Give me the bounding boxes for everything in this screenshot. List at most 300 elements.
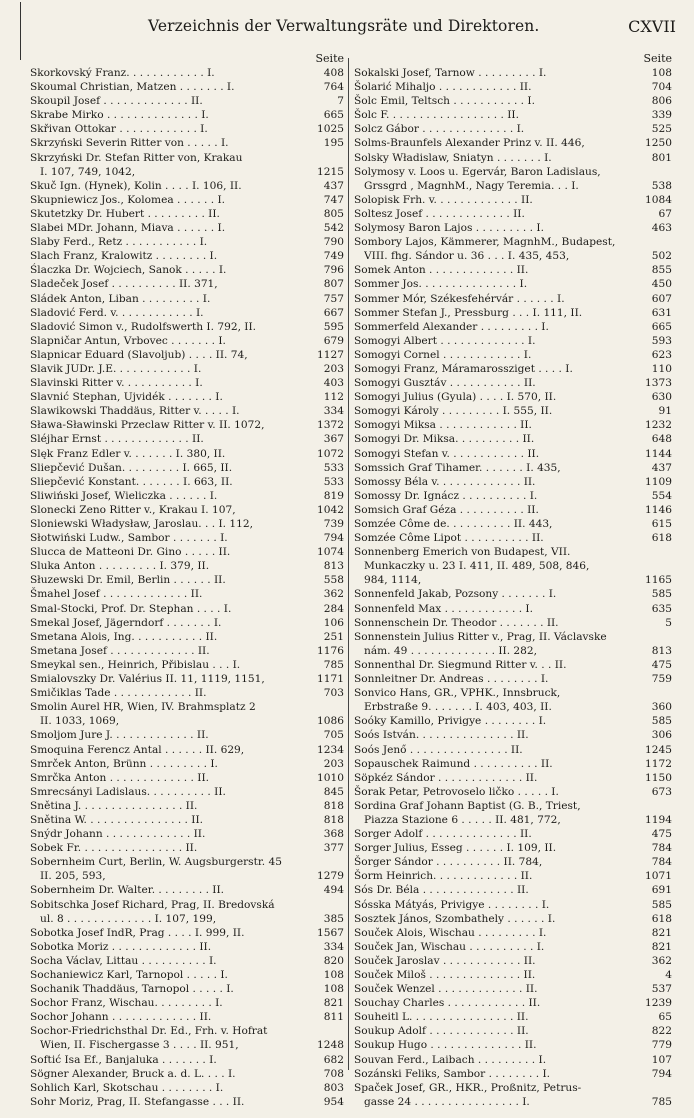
entry-text: Sonnenstein Julius Ritter v., Prag, II. Václavske bbox=[354, 630, 607, 643]
entry-page: 533 bbox=[323, 475, 344, 488]
entry-page: 1074 bbox=[317, 546, 344, 559]
entry-page: 1372 bbox=[317, 419, 344, 432]
entry-text: Somogyi Franz, Máramarossziget . . . . I. bbox=[354, 362, 573, 375]
index-entry bbox=[354, 94, 672, 108]
entry-page: 784 bbox=[651, 856, 672, 869]
entry-line bbox=[30, 531, 344, 545]
index-entry bbox=[30, 66, 344, 80]
entry-line bbox=[30, 221, 344, 235]
entry-text: Šorger Sándor . . . . . . . . . . II. 784, bbox=[354, 856, 543, 869]
index-entry bbox=[30, 968, 344, 982]
entry-text: Somogyi Julius (Gyula) . . . . I. 570, II. bbox=[354, 391, 557, 404]
entry-line bbox=[30, 94, 344, 108]
entry-line bbox=[30, 926, 344, 940]
entry-text: Sokalski Josef, Tarnow . . . . . . . . . I. bbox=[354, 67, 547, 79]
entry-page: 4 bbox=[665, 969, 672, 981]
entry-line bbox=[30, 1024, 344, 1038]
entry-line bbox=[30, 277, 344, 291]
entry-page: 813 bbox=[651, 644, 672, 657]
entry-text: Solymosy Baron Lajos . . . . . . . . . I. bbox=[354, 222, 544, 235]
entry-line bbox=[30, 193, 344, 207]
entry-page: 65 bbox=[658, 1011, 672, 1024]
entry-text: Souček Miloš . . . . . . . . . . . . . . II. bbox=[354, 969, 536, 981]
entry-page: 749 bbox=[323, 250, 344, 263]
index-entry bbox=[354, 940, 672, 954]
entry-line bbox=[30, 686, 344, 700]
index-entry bbox=[354, 672, 672, 686]
entry-text: Söpkéz Sándor . . . . . . . . . . . . . II. bbox=[354, 771, 538, 784]
index-entry bbox=[30, 235, 344, 249]
entry-line bbox=[30, 559, 344, 573]
index-entry bbox=[354, 926, 672, 940]
entry-text: Somogyi Stefan v. . . . . . . . . . . . II. bbox=[354, 447, 540, 460]
entry-text: Skrabe Mirko . . . . . . . . . . . . . . I. bbox=[30, 109, 209, 122]
entry-page: 665 bbox=[323, 109, 344, 122]
entry-page: 630 bbox=[651, 391, 672, 404]
index-entry bbox=[30, 1067, 344, 1081]
entry-line bbox=[354, 616, 672, 630]
entry-continuation-line bbox=[354, 644, 672, 658]
entry-text: I. 107, 749, 1042, bbox=[40, 165, 136, 178]
entry-text: VIII. fhg. Sándor u. 36 . . . I. 435, 453, bbox=[364, 250, 570, 263]
entry-page: 112 bbox=[323, 391, 344, 404]
entry-text: Slabei MDr. Johann, Miava . . . . . . I. bbox=[30, 222, 226, 235]
entry-page: 811 bbox=[323, 1011, 344, 1024]
index-entry bbox=[354, 630, 672, 658]
entry-text: Sobernheim Curt, Berlin, W. Augsburgerstr. 45 bbox=[30, 856, 282, 869]
entry-page: 106 bbox=[323, 616, 344, 629]
entry-line bbox=[354, 277, 672, 291]
index-entry bbox=[30, 136, 344, 150]
entry-text: Souvan Ferd., Laibach . . . . . . . . . I. bbox=[354, 1053, 547, 1066]
entry-line bbox=[30, 757, 344, 771]
index-entry bbox=[30, 658, 344, 672]
index-entry bbox=[30, 362, 344, 376]
entry-page: 108 bbox=[323, 983, 344, 996]
entry-text: Sonnenfeld Jakab, Pozsony . . . . . . . I. bbox=[354, 588, 557, 601]
entry-line bbox=[354, 728, 672, 742]
index-entry bbox=[30, 207, 344, 221]
entry-text: Sordina Graf Johann Baptist (G. B., Triest, bbox=[354, 799, 581, 812]
left-entry-list bbox=[30, 66, 344, 1109]
entry-line bbox=[30, 658, 344, 672]
index-entry bbox=[354, 461, 672, 475]
entry-text: Sochor Franz, Wischau. . . . . . . . . I. bbox=[30, 997, 223, 1010]
index-entry bbox=[30, 348, 344, 362]
entry-line bbox=[354, 771, 672, 785]
entry-text: Sohr Moriz, Prag, II. Stefangasse . . . II. bbox=[30, 1095, 245, 1108]
entry-page: 704 bbox=[651, 81, 672, 94]
entry-page: 450 bbox=[651, 278, 672, 291]
index-entry bbox=[354, 686, 672, 714]
index-entry bbox=[30, 700, 344, 728]
entry-line bbox=[354, 461, 672, 475]
entry-text: Somogyi Miksa . . . . . . . . . . . . II. bbox=[354, 419, 532, 432]
entry-text: Slapnicar Eduard (Slavoljub) . . . . II. 74, bbox=[30, 348, 248, 361]
entry-line bbox=[30, 475, 344, 489]
entry-page: 377 bbox=[323, 842, 344, 855]
index-entry bbox=[30, 898, 344, 926]
entry-line bbox=[354, 447, 672, 461]
entry-text: Sládek Anton, Liban . . . . . . . . . I. bbox=[30, 292, 211, 305]
index-entry bbox=[354, 489, 672, 503]
index-entry bbox=[30, 221, 344, 235]
entry-page: 803 bbox=[323, 1081, 344, 1094]
index-entry bbox=[30, 461, 344, 475]
index-entry bbox=[30, 193, 344, 207]
entry-line bbox=[354, 757, 672, 771]
entry-text: Slęk Franz Edler v. . . . . . . I. 380, II. bbox=[30, 447, 226, 460]
entry-text: Solcz Gábor . . . . . . . . . . . . . . I. bbox=[354, 123, 525, 136]
entry-text: Šolarić Mihaljo . . . . . . . . . . . . II. bbox=[354, 81, 532, 94]
entry-line bbox=[354, 898, 672, 912]
entry-page: 385 bbox=[323, 912, 344, 925]
entry-continuation-line bbox=[30, 1038, 344, 1052]
entry-line bbox=[354, 1038, 672, 1052]
entry-page: 108 bbox=[323, 969, 344, 981]
entry-line bbox=[30, 1081, 344, 1095]
index-entry bbox=[30, 263, 344, 277]
entry-text: Sorger Adolf . . . . . . . . . . . . . . II. bbox=[354, 828, 532, 841]
entry-text: Sléjhar Ernst . . . . . . . . . . . . . II. bbox=[30, 433, 204, 446]
entry-line bbox=[30, 602, 344, 616]
entry-line bbox=[30, 503, 344, 517]
entry-line bbox=[30, 122, 344, 136]
entry-text: Souček Jaroslav . . . . . . . . . . . . II. bbox=[354, 954, 536, 967]
entry-page: 284 bbox=[323, 602, 344, 615]
entry-text: Sladović Ferd. v. . . . . . . . . . . . I. bbox=[30, 306, 204, 319]
entry-text: Somsich Graf Géza . . . . . . . . . . II. bbox=[354, 503, 539, 516]
entry-line bbox=[354, 855, 672, 869]
entry-text: Sobotka Josef IndR, Prag . . . . I. 999, II. bbox=[30, 926, 245, 939]
entry-page: 1084 bbox=[645, 193, 672, 206]
entry-text: Snýdr Johann . . . . . . . . . . . . . II. bbox=[30, 828, 206, 841]
index-entry bbox=[30, 108, 344, 122]
entry-text: Sochaniewicz Karl, Tarnopol . . . . . I. bbox=[30, 969, 228, 981]
entry-line bbox=[354, 827, 672, 841]
entry-text: Smoquina Ferencz Antal . . . . . . II. 629, bbox=[30, 743, 245, 756]
entry-page: 822 bbox=[651, 1025, 672, 1038]
index-entry bbox=[354, 277, 672, 291]
index-entry bbox=[354, 320, 672, 334]
index-entry bbox=[354, 306, 672, 320]
entry-text: Šorak Petar, Petrovoselo ličko . . . . . I. bbox=[354, 785, 559, 798]
entry-text: Sombory Lajos, Kämmerer, MagnhM., Budapest, bbox=[354, 236, 616, 249]
entry-text: Słuzewski Dr. Emil, Berlin . . . . . . II. bbox=[30, 574, 226, 587]
entry-line bbox=[354, 66, 672, 80]
entry-line bbox=[354, 954, 672, 968]
seite-label-left: Seite bbox=[315, 52, 344, 65]
entry-page: 855 bbox=[651, 264, 672, 277]
entry-continuation-line bbox=[30, 869, 344, 883]
index-entry bbox=[354, 80, 672, 94]
entry-page: 542 bbox=[323, 222, 344, 235]
entry-text: Smrčka Anton . . . . . . . . . . . . . II. bbox=[30, 771, 209, 784]
entry-line bbox=[30, 207, 344, 221]
entry-text: nám. 49 . . . . . . . . . . . . . II. 282, bbox=[364, 644, 538, 657]
index-entry bbox=[30, 686, 344, 700]
entry-page: 785 bbox=[651, 1095, 672, 1108]
entry-line bbox=[354, 714, 672, 728]
entry-line bbox=[30, 968, 344, 982]
entry-line bbox=[30, 249, 344, 263]
entry-text: Sladeček Josef . . . . . . . . . . II. 371, bbox=[30, 278, 218, 291]
index-entry bbox=[30, 1024, 344, 1052]
index-entry bbox=[354, 869, 672, 883]
entry-line bbox=[354, 926, 672, 940]
entry-text: Sosztek János, Szombathely . . . . . . I. bbox=[354, 912, 556, 925]
entry-text: Skoupil Josef . . . . . . . . . . . . . II. bbox=[30, 95, 203, 108]
index-entry bbox=[30, 404, 344, 418]
entry-line bbox=[30, 982, 344, 996]
entry-text: Soukup Adolf . . . . . . . . . . . . . II. bbox=[354, 1025, 529, 1038]
entry-text: Slaby Ferd., Retz . . . . . . . . . . . I. bbox=[30, 236, 208, 249]
index-entry bbox=[354, 912, 672, 926]
entry-line bbox=[354, 672, 672, 686]
column-divider bbox=[348, 58, 349, 1070]
entry-line bbox=[354, 207, 672, 221]
entry-page: 367 bbox=[323, 433, 344, 446]
entry-page: 558 bbox=[323, 574, 344, 587]
entry-page: 1150 bbox=[645, 771, 672, 784]
entry-line bbox=[30, 799, 344, 813]
index-entry bbox=[354, 714, 672, 728]
entry-page: 1172 bbox=[645, 757, 672, 770]
entry-text: Sochor-Friedrichsthal Dr. Ed., Frh. v. Hofrat bbox=[30, 1025, 268, 1038]
entry-text: Souchay Charles . . . . . . . . . . . . II. bbox=[354, 997, 541, 1010]
entry-page: 821 bbox=[651, 940, 672, 953]
index-entry bbox=[30, 743, 344, 757]
index-entry bbox=[30, 306, 344, 320]
index-entry bbox=[30, 503, 344, 517]
index-entry bbox=[354, 954, 672, 968]
entry-line bbox=[354, 1067, 672, 1081]
entry-line bbox=[354, 334, 672, 348]
index-entry bbox=[354, 151, 672, 165]
index-entry bbox=[30, 855, 344, 883]
entry-page: 1239 bbox=[645, 997, 672, 1010]
entry-page: 408 bbox=[323, 67, 344, 79]
entry-text: Solopisk Frh. v. . . . . . . . . . . . . II. bbox=[354, 193, 533, 206]
right-entry-list bbox=[354, 66, 672, 1109]
entry-text: Smrecsányi Ladislaus. . . . . . . . . . II. bbox=[30, 785, 226, 798]
entry-line bbox=[30, 841, 344, 855]
entry-line bbox=[30, 432, 344, 446]
index-entry bbox=[354, 771, 672, 785]
index-entry bbox=[354, 503, 672, 517]
entry-page: 673 bbox=[651, 785, 672, 798]
entry-text: Sohlich Karl, Skotschau . . . . . . . . I. bbox=[30, 1081, 224, 1094]
index-entry bbox=[30, 517, 344, 531]
entry-line bbox=[354, 390, 672, 404]
entry-page: 334 bbox=[323, 405, 344, 418]
index-entry bbox=[354, 1067, 672, 1081]
entry-line bbox=[354, 841, 672, 855]
index-entry bbox=[354, 785, 672, 799]
entry-line bbox=[354, 1010, 672, 1024]
entry-page: 954 bbox=[323, 1095, 344, 1108]
index-entry bbox=[30, 531, 344, 545]
entry-page: 203 bbox=[323, 757, 344, 770]
entry-text: Slucca de Matteoni Dr. Gino . . . . . II. bbox=[30, 546, 231, 559]
entry-page: 796 bbox=[323, 264, 344, 277]
entry-line bbox=[30, 996, 344, 1010]
index-entry bbox=[354, 728, 672, 742]
index-entry bbox=[30, 179, 344, 193]
entry-line bbox=[354, 883, 672, 897]
index-entry bbox=[30, 432, 344, 446]
index-entry bbox=[354, 221, 672, 235]
entry-page: 195 bbox=[323, 137, 344, 150]
entry-line bbox=[30, 348, 344, 362]
index-entry bbox=[30, 799, 344, 813]
index-entry bbox=[354, 517, 672, 531]
entry-page: 665 bbox=[651, 320, 672, 333]
entry-line bbox=[354, 348, 672, 362]
entry-text: Smeykal sen., Heinrich, Přibislau . . . I. bbox=[30, 658, 241, 671]
index-entry bbox=[354, 841, 672, 855]
entry-page: 339 bbox=[651, 109, 672, 122]
entry-text: Somogyi Károly . . . . . . . . . I. 555, II. bbox=[354, 405, 553, 418]
entry-line bbox=[354, 165, 672, 179]
entry-line bbox=[354, 1053, 672, 1067]
entry-text: Souček Wenzel . . . . . . . . . . . . . II. bbox=[354, 983, 538, 996]
entry-text: Šolc F. . . . . . . . . . . . . . . . . . II. bbox=[354, 109, 519, 122]
entry-page: 615 bbox=[651, 518, 672, 530]
entry-page: 1194 bbox=[645, 813, 672, 826]
index-entry bbox=[30, 475, 344, 489]
entry-page: 764 bbox=[323, 81, 344, 94]
entry-line bbox=[30, 672, 344, 686]
entry-page: 1042 bbox=[317, 503, 344, 516]
entry-text: Sobek Fr. . . . . . . . . . . . . . . . II. bbox=[30, 842, 198, 855]
entry-page: 819 bbox=[323, 489, 344, 502]
entry-text: Souček Jan, Wischau . . . . . . . . . . I. bbox=[354, 940, 545, 953]
entry-text: Soltesz Josef . . . . . . . . . . . . . II. bbox=[354, 207, 525, 220]
entry-text: Smal-Stocki, Prof. Dr. Stephan . . . . I. bbox=[30, 602, 232, 615]
entry-line bbox=[30, 263, 344, 277]
entry-line bbox=[354, 869, 672, 883]
entry-line bbox=[30, 630, 344, 644]
entry-continuation-line bbox=[354, 1095, 672, 1109]
entry-page: 794 bbox=[323, 532, 344, 545]
index-entry bbox=[354, 1024, 672, 1038]
entry-line bbox=[354, 362, 672, 376]
entry-text: Sorger Julius, Esseg . . . . . . I. 109, II. bbox=[354, 842, 557, 855]
entry-line bbox=[354, 940, 672, 954]
entry-text: Sobitschka Josef Richard, Prag, II. Bredovská bbox=[30, 898, 275, 911]
entry-text: Slapničar Antun, Vrbovec . . . . . . . I. bbox=[30, 334, 226, 347]
left-column bbox=[30, 52, 344, 1109]
index-entry bbox=[354, 602, 672, 616]
entry-line bbox=[354, 982, 672, 996]
entry-text: Sommer Mór, Székesfehérvár . . . . . . I. bbox=[354, 292, 565, 305]
entry-text: Ślaczka Dr. Wojciech, Sanok . . . . . I. bbox=[30, 264, 227, 277]
entry-page: 1250 bbox=[645, 137, 672, 150]
entry-page: 705 bbox=[323, 729, 344, 742]
entry-continuation-line bbox=[30, 165, 344, 179]
entry-text: Skrzyński Severin Ritter von . . . . . I. bbox=[30, 137, 229, 150]
entry-line bbox=[354, 404, 672, 418]
entry-line bbox=[30, 1067, 344, 1081]
entry-line bbox=[30, 573, 344, 587]
entry-line bbox=[354, 94, 672, 108]
index-entry bbox=[30, 644, 344, 658]
entry-line bbox=[354, 235, 672, 249]
entry-text: Smoljom Jure J. . . . . . . . . . . . . II. bbox=[30, 729, 209, 742]
entry-line bbox=[30, 1095, 344, 1109]
index-entry bbox=[354, 432, 672, 446]
entry-text: Sliepčević Konstant. . . . . . . I. 663, II. bbox=[30, 475, 233, 488]
index-entry bbox=[354, 404, 672, 418]
entry-page: 682 bbox=[323, 1053, 344, 1066]
entry-page: 618 bbox=[651, 912, 672, 925]
index-entry bbox=[354, 658, 672, 672]
entry-text: Sobernheim Dr. Walter. . . . . . . . . II. bbox=[30, 884, 225, 897]
entry-page: 1171 bbox=[317, 673, 344, 686]
entry-line bbox=[354, 80, 672, 94]
entry-page: 537 bbox=[651, 983, 672, 996]
entry-continuation-line bbox=[354, 559, 672, 573]
entry-line bbox=[30, 644, 344, 658]
entry-page: 1144 bbox=[645, 447, 672, 460]
entry-text: Skorkovský Franz. . . . . . . . . . . . I. bbox=[30, 67, 215, 79]
index-entry bbox=[30, 390, 344, 404]
entry-page: 463 bbox=[651, 222, 672, 235]
entry-text: Skrzyński Dr. Stefan Ritter von, Krakau bbox=[30, 151, 243, 164]
entry-page: 1086 bbox=[317, 715, 344, 728]
entry-page: 585 bbox=[651, 898, 672, 911]
index-entry bbox=[30, 545, 344, 559]
index-entry bbox=[30, 320, 344, 334]
index-entry bbox=[30, 813, 344, 827]
entry-text: gasse 24 . . . . . . . . . . . . . . . . I. bbox=[364, 1095, 530, 1108]
entry-text: Souček Alois, Wischau . . . . . . . . . I. bbox=[354, 926, 547, 939]
entry-text: Šolc Emil, Teltsch . . . . . . . . . . . I. bbox=[354, 95, 535, 108]
index-entry bbox=[30, 728, 344, 742]
entry-line bbox=[354, 489, 672, 503]
entry-line bbox=[30, 447, 344, 461]
entry-line bbox=[354, 292, 672, 306]
entry-text: Snětina J. . . . . . . . . . . . . . . . II. bbox=[30, 799, 198, 812]
entry-line bbox=[30, 376, 344, 390]
entry-page: 813 bbox=[323, 560, 344, 573]
entry-text: Somzée Côme Lipot . . . . . . . . . . II. bbox=[354, 532, 544, 545]
entry-line bbox=[354, 602, 672, 616]
index-entry bbox=[354, 165, 672, 193]
entry-continuation-line bbox=[354, 700, 672, 714]
index-entry bbox=[30, 292, 344, 306]
entry-page: 703 bbox=[323, 687, 344, 700]
entry-line bbox=[354, 912, 672, 926]
entry-line bbox=[354, 1024, 672, 1038]
entry-page: 708 bbox=[323, 1067, 344, 1080]
entry-text: Sozánski Feliks, Sambor . . . . . . . . I. bbox=[354, 1067, 551, 1080]
entry-text: Sopauschek Raimund . . . . . . . . . . II. bbox=[354, 757, 553, 770]
entry-line bbox=[30, 883, 344, 897]
entry-text: Sobotka Moriz . . . . . . . . . . . . . II. bbox=[30, 940, 212, 953]
entry-text: Sommerfeld Alexander . . . . . . . . . I. bbox=[354, 320, 549, 333]
entry-text: Sommer Stefan J., Pressburg . . . I. 111, II. bbox=[354, 306, 583, 319]
entry-text: Smialovszky Dr. Valérius II. 11, 1119, 1151, bbox=[30, 673, 265, 686]
index-entry bbox=[354, 616, 672, 630]
entry-page: 403 bbox=[323, 377, 344, 390]
entry-text: Slavinski Ritter v. . . . . . . . . . . I. bbox=[30, 377, 203, 390]
index-entry bbox=[30, 559, 344, 573]
entry-page: 533 bbox=[323, 461, 344, 474]
right-column bbox=[354, 52, 672, 1109]
index-entry bbox=[354, 475, 672, 489]
